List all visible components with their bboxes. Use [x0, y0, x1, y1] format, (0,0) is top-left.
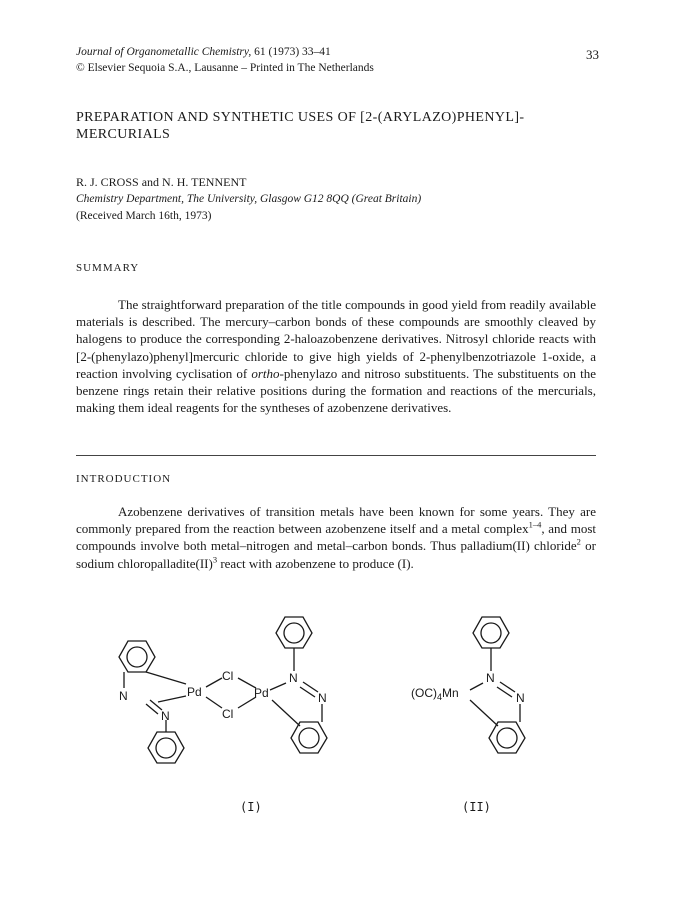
bond	[272, 700, 300, 726]
journal-volume-pages: 61 (1973) 33–41	[251, 46, 331, 58]
copyright-line: © Elsevier Sequoia S.A., Lausanne – Printed in The Netherlands	[76, 62, 374, 74]
aromatic-circle-top-left	[127, 647, 147, 667]
summary-text-2: -phenylazo and nitroso substituents. The substituents on the benzene rings retain their relative positions during the formation and reactions of the mercurials, making them ideal reagents for the syntheses of azobenzene derivatives.	[76, 365, 597, 416]
title-line-2: MERCURIALS	[76, 127, 171, 142]
structure-label-i: (I)	[240, 800, 262, 814]
structure-label-ii: (II)	[462, 800, 491, 814]
carbonyl-ligand: (OC)	[411, 686, 437, 700]
atom-pd: Pd	[254, 686, 269, 700]
reference-2: 2	[576, 537, 581, 548]
bond	[206, 678, 222, 687]
carbonyl-count: 4	[437, 692, 443, 702]
atom-n: N	[516, 691, 525, 705]
atom-cl: Cl	[222, 669, 234, 683]
aromatic-circle-bottom-left	[156, 738, 176, 758]
bond	[158, 696, 186, 702]
summary-text-1: The straightforward preparation of the title compounds in good yield from readily available materials is described. The mercury–carbon bonds of these compounds are smoothly cleaved by halogens to produce the corresponding 2-haloazobenzene derivatives. Nitrosyl chloride reacts with [2-(phenylazo)phenyl]mercuric chloride to give high yields of 2-phenylbenzotriazole 1-oxide, a reaction involving cyclisation of	[76, 297, 596, 381]
article-title	[76, 109, 606, 143]
atom-n: N	[161, 709, 170, 723]
intro-text-1: Azobenzene derivatives of transition metals have been known for some years. They are commonly prepared from the reaction between azobenzene itself and a metal complex	[76, 504, 596, 537]
aromatic-circle-bottom-ii	[497, 728, 517, 748]
atom-mn: Mn	[442, 686, 459, 700]
summary-paragraph	[76, 296, 596, 416]
affiliation: Chemistry Department, The University, Glasgow G12 8QQ (Great Britain)	[76, 193, 422, 205]
atom-n: N	[318, 691, 327, 705]
intro-text-2: , and most compounds involve both metal–nitrogen and metal–carbon bonds. Thus palladium(II) chloride	[76, 521, 596, 554]
aromatic-circle-bottom-right-i	[299, 728, 319, 748]
aromatic-circle-top-ii	[481, 623, 501, 643]
title-line-1: PREPARATION AND SYNTHETIC USES OF [2-(ARYLAZO)PHENYL]-	[76, 110, 525, 125]
atom-pd: Pd	[187, 685, 202, 699]
chemical-structures-figure	[0, 600, 680, 800]
bond	[146, 672, 186, 684]
bond	[270, 683, 286, 690]
section-divider	[76, 455, 596, 456]
summary-italic-ortho: ortho	[251, 365, 280, 381]
intro-text-4: react with azobenzene to produce (I).	[217, 555, 414, 571]
aromatic-circle-top-right-i	[284, 623, 304, 643]
reference-1-4: 1–4	[528, 519, 542, 530]
introduction-heading: INTRODUCTION	[76, 473, 172, 485]
bond	[206, 697, 222, 708]
atom-n: N	[119, 689, 128, 703]
atom-n: N	[486, 671, 495, 685]
atom-cl: Cl	[222, 707, 234, 721]
introduction-paragraph	[76, 503, 596, 572]
bond	[470, 700, 498, 726]
journal-name: Journal of Organometallic Chemistry,	[76, 46, 252, 58]
page-number: 33	[586, 47, 599, 62]
authors: R. J. CROSS and N. H. TENNENT	[76, 175, 247, 189]
atom-n: N	[289, 671, 298, 685]
summary-heading: SUMMARY	[76, 262, 140, 274]
manganese-ligand	[411, 686, 459, 702]
journal-citation	[76, 46, 331, 58]
reference-3: 3	[212, 554, 218, 565]
intro-text-3: or sodium chloropalladite(II)	[76, 538, 596, 571]
bond	[470, 683, 483, 690]
received-date: (Received March 16th, 1973)	[76, 210, 212, 222]
